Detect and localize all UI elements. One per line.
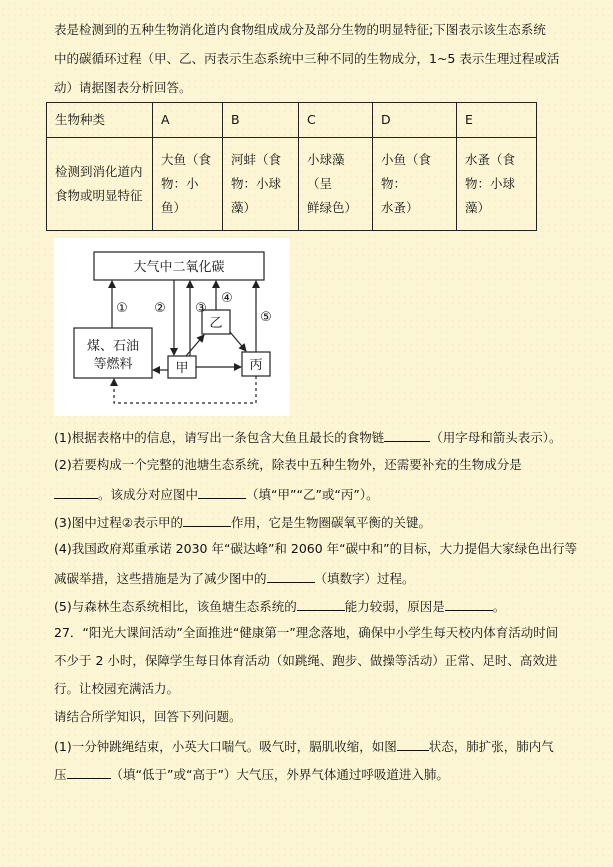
question-text: (3)图中过程: [54, 515, 122, 530]
num-3: ③: [195, 301, 207, 316]
answer-blank[interactable]: [384, 428, 430, 442]
cell-line: 水蚤（食: [465, 152, 516, 167]
fuel-label-1: 煤、石油: [86, 339, 140, 354]
cell-line: 藻）: [465, 200, 491, 215]
question-27-line-2: 不少于 2 小时，保障学生每日体育活动（如跳绳、跑步、做操等活动）正常、足时、高效进: [54, 653, 558, 668]
header-cell: A: [153, 103, 223, 138]
cell-line: 物：小球: [231, 176, 282, 191]
answer-blank[interactable]: [198, 485, 246, 499]
arrow-yi-bing: [230, 332, 246, 351]
question-text: 状态，肺扩张，肺内气: [428, 739, 554, 754]
answer-blank[interactable]: [54, 485, 98, 499]
question-4-line-2: [54, 569, 415, 587]
cell-b: [223, 138, 299, 231]
cell-line: 小鱼（食物：: [381, 152, 432, 191]
answer-blank[interactable]: [183, 513, 231, 527]
num-2: ②: [154, 301, 166, 316]
table-header-row: [47, 103, 537, 138]
question-text: 。: [492, 599, 506, 614]
cell-line: 小球藻（呈: [307, 152, 345, 191]
row-label-line: 食物或明显特征: [55, 188, 143, 203]
jia-label: 甲: [175, 361, 189, 376]
bing-label: 丙: [249, 358, 263, 373]
arrow-jia-yi: [186, 335, 204, 356]
cell-line: 物：小球: [465, 176, 516, 191]
cell-line: 物：小鱼）: [161, 176, 199, 215]
header-cell: E: [457, 103, 537, 138]
cell-d: [373, 138, 457, 231]
question-27-line-4: 请结合所学知识，回答下列问题。: [54, 709, 242, 724]
question-text: （填“低于”或“高于”）大气压，外界气体通过呼吸道进入肺。: [110, 767, 449, 782]
row-label-line: 检测到消化道内: [55, 164, 143, 179]
fuel-label-2: 等燃料: [93, 357, 133, 372]
question-text: (1)根据表格中的信息，请写出一条包含大鱼且最长的食物链: [54, 430, 385, 445]
intro-line-2: 中的碳循环过程（甲、乙、丙表示生态系统中三种不同的生物成分，1~5 表示生理过程或活: [54, 51, 560, 66]
question-text: 表示甲的: [132, 515, 183, 530]
cell-line: 鲜绿色）: [307, 200, 358, 215]
question-text: （用字母和箭头表示）。: [430, 430, 562, 445]
answer-blank[interactable]: [445, 597, 493, 611]
question-text: 压: [54, 767, 67, 782]
arrow-bing-fuel-dashed: [114, 376, 256, 403]
circled-number: ②: [121, 515, 133, 530]
question-27-line-1: 27．“阳光大课间活动”全面推进“健康第一”理念落地，确保中小学生每天校内体育活动时间: [54, 625, 559, 640]
answer-blank[interactable]: [397, 737, 429, 751]
question-text: （填“甲”“乙”或“丙”）。: [246, 487, 379, 502]
question-4-line-1: (4)我国政府郑重承诺 2030 年“碳达峰”和 2060 年“碳中和”的目标，大力提倡大家绿色出行等: [54, 541, 578, 556]
carbon-cycle-diagram: [54, 238, 290, 416]
intro-line-3: 动）请据图表分析回答。: [54, 80, 192, 95]
num-4: ④: [221, 291, 233, 306]
question-2-line-1: (2)若要构成一个完整的池塘生态系统，除表中五种生物外，还需要补充的生物成分是: [54, 457, 522, 472]
question-2-line-2: [54, 485, 379, 503]
cell-line: 水蚤）: [381, 200, 419, 215]
header-cell: 生物种类: [47, 103, 153, 138]
cell-c: [299, 138, 373, 231]
cell-line: 藻）: [231, 200, 257, 215]
num-1: ①: [116, 301, 128, 316]
intro-line-1: 表是检测到的五种生物消化道内食物组成成分及部分生物的明显特征;下图表示该生态系统: [54, 22, 546, 37]
answer-blank[interactable]: [267, 569, 315, 583]
cell-e: [457, 138, 537, 231]
table-row: [47, 138, 537, 231]
question-text: （填数字）过程。: [314, 571, 415, 586]
question-1: [54, 428, 561, 446]
question-text: 减碳举措，这些措施是为了减少图中的: [54, 571, 267, 586]
header-cell: B: [223, 103, 299, 138]
question-text: 作用，它是生物圈碳氧平衡的关键。: [230, 515, 431, 530]
question-27-1-line-1: [54, 737, 554, 755]
header-cell: D: [373, 103, 457, 138]
question-27-1-line-2: [54, 765, 449, 783]
answer-blank[interactable]: [67, 765, 111, 779]
num-5: ⑤: [260, 310, 272, 325]
cell-a: [153, 138, 223, 231]
question-27-line-3: 行。让校园充满活力。: [54, 681, 180, 696]
question-3: [54, 513, 431, 531]
header-cell: C: [299, 103, 373, 138]
organism-table: [46, 102, 537, 231]
question-text: 能力较弱，原因是: [344, 599, 445, 614]
question-text: (1)一分钟跳绳结束，小英大口喘气。吸气时，膈肌收缩，如图: [54, 739, 397, 754]
question-text: 。该成分对应图中: [98, 487, 199, 502]
co2-label: 大气中二氧化碳: [133, 260, 225, 275]
question-5: [54, 597, 505, 615]
cell-line: 大鱼（食: [161, 152, 212, 167]
cell-line: 河蚌（食: [231, 152, 282, 167]
yi-label: 乙: [209, 316, 223, 331]
answer-blank[interactable]: [297, 597, 345, 611]
row-label-cell: [47, 138, 153, 231]
question-text: (5)与森林生态系统相比，该鱼塘生态系统的: [54, 599, 297, 614]
